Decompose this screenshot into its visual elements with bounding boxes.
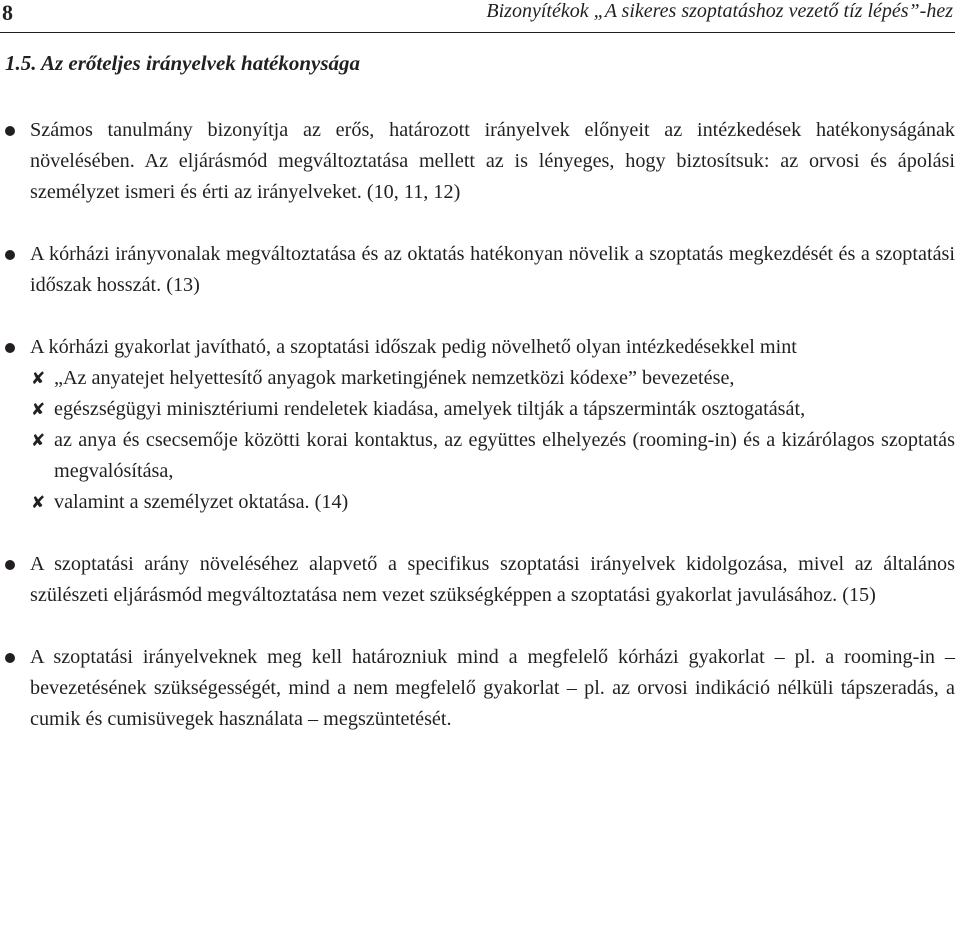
- sub-list: [30, 363, 955, 518]
- bullet-text: Számos tanulmány bizonyítja az erős, határozott irányelvek előnyeit az intézkedések hatékonyságának növelésében. Az eljárásmód megváltoztatása mellett az is lényeges, hogy biztosítsuk: az orvosi és ápolási személyzet ismeri és érti az irányelveket. (10, 11, 12): [30, 119, 955, 203]
- bullet-icon: [5, 343, 15, 353]
- sub-item-2: [30, 394, 955, 425]
- sub-item-text: egészségügyi minisztériumi rendeletek kiadása, amelyek tiltják a tápszerminták osztogatását,: [54, 398, 806, 420]
- bullet-text: A kórházi gyakorlat javítható, a szoptatási időszak pedig növelhető olyan intézkedésekkel mint: [30, 336, 797, 358]
- bullet-item-3: [0, 332, 955, 518]
- page-number: 8: [2, 0, 13, 25]
- bullet-icon: [5, 126, 15, 136]
- sub-item-3: [30, 425, 955, 487]
- page-header: [0, 0, 955, 34]
- sub-item-1: [30, 363, 955, 394]
- bullet-icon: [5, 560, 15, 570]
- bullet-list: [0, 115, 955, 735]
- bullet-item-4: [0, 549, 955, 611]
- bullet-icon: [5, 653, 15, 663]
- sub-item-text: „Az anyatejet helyettesítő anyagok marketingjének nemzetközi kódexe” bevezetése,: [54, 367, 735, 389]
- x-mark-icon: ✘: [31, 493, 46, 513]
- sub-item-text: az anya és csecsemője közötti korai kontaktus, az együttes elhelyezés (rooming-in) és a kizárólagos szoptatás megvalósítása,: [54, 429, 955, 482]
- bullet-text: A kórházi irányvonalak megváltoztatása és az oktatás hatékonyan növelik a szoptatás megkezdését és a szoptatási időszak hosszát. (13): [30, 243, 955, 296]
- header-divider: [0, 32, 955, 33]
- bullet-text: A szoptatási arány növeléséhez alapvető a specifikus szoptatási irányelvek kidolgozása, mivel az általános szülészeti eljárásmód megváltoztatása nem vezet szükségképpen a szoptatási gyakorlat javulásához. (15): [30, 553, 955, 606]
- bullet-item-5: [0, 642, 955, 735]
- x-mark-icon: ✘: [31, 431, 46, 451]
- bullet-text: A szoptatási irányelveknek meg kell határozniuk mind a megfelelő kórházi gyakorlat – pl. a rooming-in – bevezetésének szükségességét, mind a nem megfelelő gyakorlat – pl. az orvosi indikáció nélküli tápszeradás, a cumik és cumisüvegek használata – megszüntetését.: [30, 646, 955, 730]
- bullet-item-2: [0, 239, 955, 301]
- sub-item-4: [30, 487, 955, 518]
- x-mark-icon: ✘: [31, 369, 46, 389]
- section-title: 1.5. Az erőteljes irányelvek hatékonysága: [5, 51, 361, 75]
- running-title: Bizonyítékok „A sikeres szoptatáshoz vezető tíz lépés”-hez: [486, 0, 953, 22]
- x-mark-icon: ✘: [31, 400, 46, 420]
- bullet-item-1: [0, 115, 955, 208]
- bullet-icon: [5, 250, 15, 260]
- sub-item-text: valamint a személyzet oktatása. (14): [54, 491, 349, 513]
